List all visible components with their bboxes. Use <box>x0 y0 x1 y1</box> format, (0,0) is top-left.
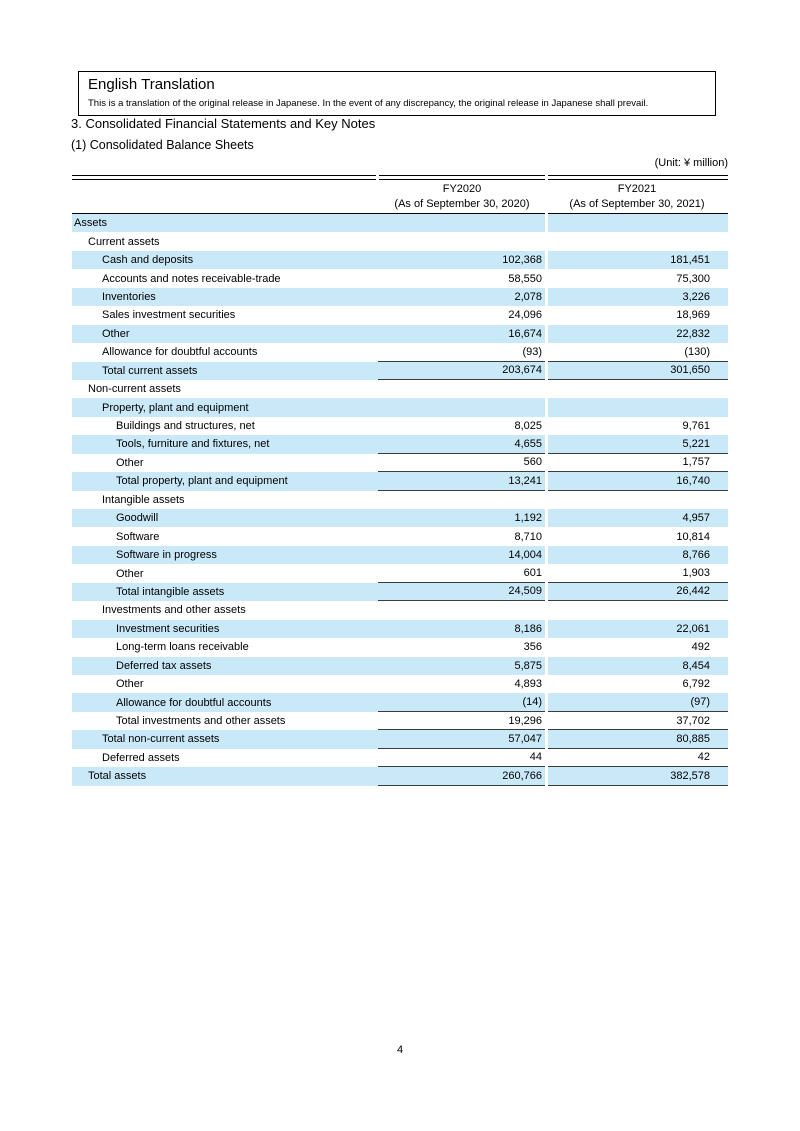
fy2020-value <box>378 380 546 398</box>
fy2020-value: 58,550 <box>508 272 542 285</box>
table-row <box>72 306 728 324</box>
table-row <box>72 638 728 656</box>
fy2020-value: 24,096 <box>508 309 542 322</box>
fy2021-value: 5,221 <box>546 435 728 453</box>
column-gap-divider <box>545 175 548 786</box>
fy2020-value: 2,078 <box>514 290 542 303</box>
table-row <box>72 454 728 472</box>
table-row <box>72 251 728 269</box>
table-row <box>72 527 728 545</box>
header-fy2020-sublabel: (As of September 30, 2020) <box>394 197 530 210</box>
header-fy2020-label: FY2020 <box>442 183 482 196</box>
balance-sheet-rows <box>72 214 728 786</box>
row-label: Long-term loans receivable <box>116 641 249 654</box>
fy2020-value <box>378 232 546 250</box>
fy2021-value: (130) <box>546 343 728 361</box>
fy2021-value <box>546 601 728 619</box>
fy2020-value: 601 <box>378 564 546 582</box>
table-row <box>72 546 728 564</box>
fy2021-value: 22,832 <box>676 327 710 340</box>
fy2021-value: 181,451 <box>670 254 710 267</box>
fy2021-value: 4,957 <box>682 512 710 525</box>
fy2021-value <box>546 380 728 398</box>
header-fy2020 <box>378 182 546 211</box>
fy2020-value: 24,509 <box>378 583 546 601</box>
fy2020-value <box>378 398 546 416</box>
table-row <box>72 491 728 509</box>
table-row <box>72 380 728 398</box>
fy2020-value: (14) <box>378 693 546 711</box>
table-row <box>72 675 728 693</box>
fy2020-value: 8,186 <box>514 622 542 635</box>
unit-note: (Unit: ¥ million) <box>654 157 728 169</box>
fy2021-value: 80,885 <box>546 730 728 748</box>
fy2021-value: 382,578 <box>546 767 728 785</box>
row-label: Property, plant and equipment <box>102 401 249 414</box>
subsection-heading: (1) Consolidated Balance Sheets <box>71 138 254 152</box>
fy2021-value: 6,792 <box>682 678 710 691</box>
fy2020-value: 19,296 <box>378 712 546 730</box>
header-fy2021-label: FY2021 <box>617 183 657 196</box>
row-label: Sales investment securities <box>102 309 236 322</box>
fy2021-value: 3,226 <box>682 290 710 303</box>
fy2021-value: 16,740 <box>546 472 728 490</box>
fy2020-value: 14,004 <box>508 549 542 562</box>
page-number: 4 <box>396 1044 404 1056</box>
fy2020-value <box>378 601 546 619</box>
row-label: Allowance for doubtful accounts <box>116 696 272 709</box>
row-label: Total non-current assets <box>102 733 220 746</box>
row-label: Total intangible assets <box>116 585 225 598</box>
table-row <box>72 325 728 343</box>
table-row <box>72 657 728 675</box>
fy2020-value: 16,674 <box>508 327 542 340</box>
row-label: Non-current assets <box>88 383 181 396</box>
balance-sheet-table <box>72 175 728 786</box>
fy2021-value: 8,454 <box>682 659 710 672</box>
translation-notice-title: English Translation <box>88 76 215 93</box>
row-label: Goodwill <box>116 512 159 525</box>
fy2021-value: (97) <box>546 693 728 711</box>
table-row <box>72 343 728 361</box>
table-row <box>72 767 728 785</box>
row-label: Current assets <box>88 235 160 248</box>
table-row <box>72 398 728 416</box>
table-row <box>72 730 728 748</box>
table-row <box>72 601 728 619</box>
row-label: Software in progress <box>116 549 217 562</box>
fy2020-value: (93) <box>378 343 546 361</box>
fy2021-value: 9,761 <box>682 420 710 433</box>
row-label: Deferred tax assets <box>116 659 212 672</box>
header-fy2021-sublabel: (As of September 30, 2021) <box>569 197 705 210</box>
fy2020-value: 560 <box>378 454 546 472</box>
top-rule-gap <box>376 175 379 180</box>
row-label: Intangible assets <box>102 493 185 506</box>
table-header-row <box>72 180 728 214</box>
row-label: Investment securities <box>116 622 220 635</box>
fy2021-value: 10,814 <box>676 530 710 543</box>
table-row <box>72 564 728 582</box>
table-row <box>72 214 728 232</box>
table-row <box>72 435 728 453</box>
fy2021-value: 26,442 <box>546 583 728 601</box>
fy2021-value: 1,903 <box>546 564 728 582</box>
fy2021-value: 8,766 <box>682 549 710 562</box>
fy2021-value: 42 <box>546 749 728 767</box>
fy2021-value <box>546 491 728 509</box>
fy2021-value: 75,300 <box>676 272 710 285</box>
section-heading: 3. Consolidated Financial Statements and Key Notes <box>71 116 376 131</box>
fy2020-value: 44 <box>378 749 546 767</box>
fy2021-value: 1,757 <box>546 454 728 472</box>
translation-notice-box <box>78 71 716 116</box>
table-row <box>72 693 728 711</box>
table-row <box>72 749 728 767</box>
row-label: Total assets <box>88 770 147 783</box>
fy2020-value: 203,674 <box>378 362 546 380</box>
fy2020-value: 13,241 <box>378 472 546 490</box>
row-label: Tools, furniture and fixtures, net <box>116 438 270 451</box>
fy2020-value: 4,893 <box>514 678 542 691</box>
row-label: Other <box>116 567 144 580</box>
fy2021-value <box>546 232 728 250</box>
header-fy2021 <box>546 182 728 211</box>
fy2020-value: 8,710 <box>514 530 542 543</box>
row-label: Deferred assets <box>102 751 180 764</box>
fy2021-value: 492 <box>691 641 710 654</box>
table-row <box>72 509 728 527</box>
table-row <box>72 417 728 435</box>
row-label: Total current assets <box>102 364 198 377</box>
fy2020-value: 260,766 <box>378 767 546 785</box>
fy2020-value <box>378 491 546 509</box>
row-label: Total investments and other assets <box>116 715 286 728</box>
fy2021-value: 18,969 <box>676 309 710 322</box>
fy2021-value: 37,702 <box>546 712 728 730</box>
fy2021-value <box>546 398 728 416</box>
table-row <box>72 232 728 250</box>
fy2020-value: 57,047 <box>378 730 546 748</box>
fy2021-value <box>546 214 728 232</box>
row-label: Buildings and structures, net <box>116 420 255 433</box>
translation-notice-body: This is a translation of the original release in Japanese. In the event of any discrepancy, the original release in Japanese shall prevail. <box>88 97 649 109</box>
table-row <box>72 269 728 287</box>
fy2020-value: 102,368 <box>502 254 542 267</box>
fy2020-value <box>378 214 546 232</box>
table-row <box>72 472 728 490</box>
table-row <box>72 583 728 601</box>
fy2020-value: 8,025 <box>514 420 542 433</box>
row-label: Inventories <box>102 290 156 303</box>
table-row <box>72 288 728 306</box>
table-row <box>72 620 728 638</box>
table-row <box>72 362 728 380</box>
row-label: Accounts and notes receivable-trade <box>102 272 281 285</box>
row-label: Other <box>102 327 130 340</box>
row-label: Other <box>116 456 144 469</box>
row-label: Assets <box>74 217 108 230</box>
fy2021-value: 22,061 <box>676 622 710 635</box>
table-row <box>72 712 728 730</box>
row-label: Cash and deposits <box>102 254 194 267</box>
row-label: Allowance for doubtful accounts <box>102 346 258 359</box>
fy2020-value: 4,655 <box>378 435 546 453</box>
row-label: Investments and other assets <box>102 604 246 617</box>
fy2020-value: 356 <box>523 641 542 654</box>
fy2020-value: 1,192 <box>514 512 542 525</box>
row-label: Software <box>116 530 160 543</box>
fy2020-value: 5,875 <box>514 659 542 672</box>
row-label: Other <box>116 678 144 691</box>
row-label: Total property, plant and equipment <box>116 475 288 488</box>
fy2021-value: 301,650 <box>546 362 728 380</box>
